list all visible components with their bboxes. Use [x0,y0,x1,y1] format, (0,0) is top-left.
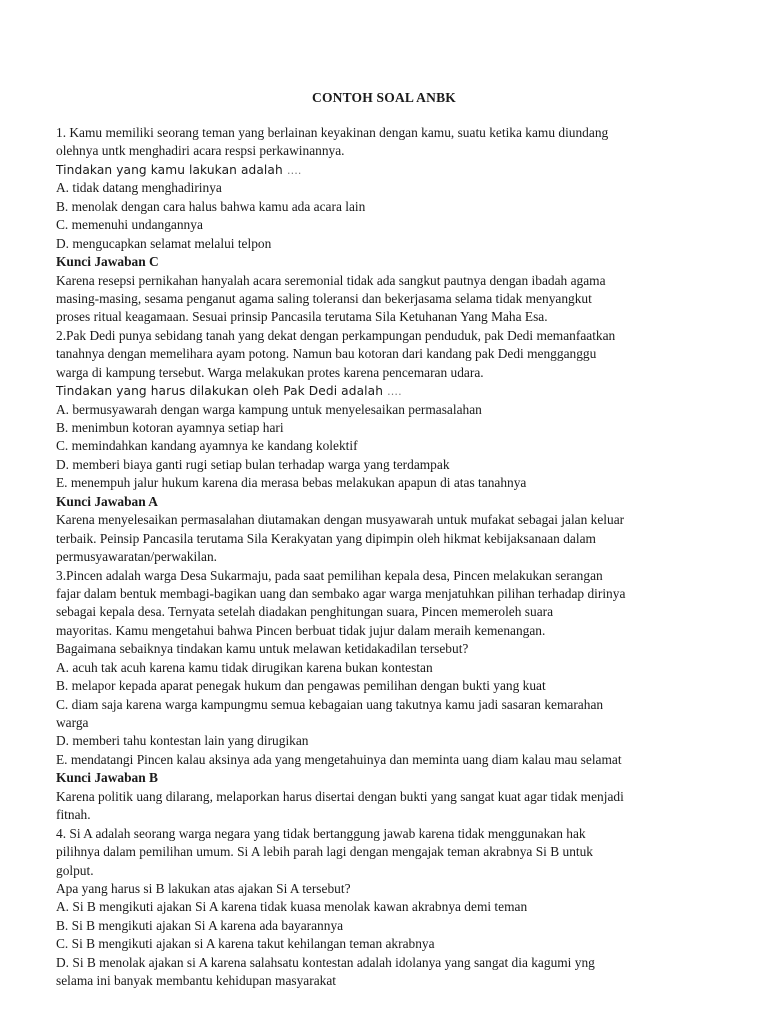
text-line [56,401,716,419]
text-line [56,935,716,953]
line-text: sebagai kepala desa. Ternyata setelah diadakan penghitungan suara, Pincen memeroleh suara [56,604,554,620]
text-line [56,511,716,529]
text-line [56,456,716,474]
text-line [56,862,716,880]
answer-key-line [56,253,716,271]
text-line [56,437,716,455]
text-line [56,585,716,603]
line-text: permusyawaratan/perwakilan. [56,549,217,565]
text-line [56,567,716,585]
line-text: masing-masing, sesama penganut agama saling toleransi dan bekerjasama selama tidak menyangkut [56,290,592,306]
text-line [56,216,716,234]
text-line [56,161,716,179]
answer-key-line [56,493,716,511]
line-text: A. acuh tak acuh karena kamu tidak dirugikan karena bukan kontestan [56,659,433,675]
line-text: selama ini banyak membantu kehidupan masyarakat [56,973,336,989]
line-text: C. diam saja karena warga kampungmu semua kebagaian uang takutnya kamu jadi sasaran kemarahan [56,696,604,712]
text-line [56,954,716,972]
line-text: Karena menyelesaikan permasalahan diutamakan dengan musyawarah untuk mufakat sebagai jalan keluar [56,512,625,528]
line-text: D. memberi tahu kontestan lain yang dirugikan [56,733,309,749]
text-line [56,142,716,160]
text-line [56,659,716,677]
line-text: B. menimbun kotoran ayamnya setiap hari [56,420,284,435]
text-line [56,419,716,437]
line-text: 1. Kamu memiliki seorang teman yang berlainan keyakinan dengan kamu, suatu ketika kamu diundang [56,125,609,140]
answer-key-line [56,769,716,787]
line-text: E. menempuh jalur hukum karena dia merasa bebas melakukan apapun di atas tanahnya [56,475,527,491]
line-text: Kunci Jawaban C [56,254,159,270]
line-text: 2.Pak Dedi punya sebidang tanah yang dekat dengan perkampungan penduduk, pak Dedi memanfaatkan [56,327,616,343]
line-text: D. Si B menolak ajakan si A karena salahsatu kontestan adalah idolanya yang sangat dia kagumi yng [56,954,595,970]
text-line [56,751,716,769]
line-text: terbaik. Peinsip Pancasila terutama Sila Kerakyatan yang dipimpin oleh hikmat kebijaksanaan dalam [56,530,596,546]
line-text: A. bermusyawarah dengan warga kampung untuk menyelesaikan permasalahan [56,401,482,417]
line-text: 4. Si A adalah seorang warga negara yang tidak bertanggung jawab karena tidak menggunakan hak [56,825,586,841]
text-line [56,179,716,197]
text-line [56,806,716,824]
text-line [56,345,716,363]
text-line [56,272,716,290]
line-text: pilihnya dalam pemilihan umum. Si A lebih parah lagi dengan mengajak teman akrabnya Si B untuk [56,844,593,860]
text-line [56,474,716,492]
text-line [56,696,716,714]
line-text: A. Si B mengikuti ajakan Si A karena tidak kuasa menolak kawan akrabnya demi teman [56,899,528,915]
line-text: fitnah. [56,807,91,823]
text-line [56,880,716,898]
line-text: mayoritas. Kamu mengetahui bahwa Pincen berbuat tidak jujur dalam meraih kemenangan. [56,622,546,638]
line-text: Karena resepsi pernikahan hanyalah acara seremonial tidak ada sangkut pautnya dengan ibadah agama [56,272,606,288]
line-text: C. Si B mengikuti ajakan si A karena takut kehilangan teman akrabnya [56,936,435,952]
ellipsis-mark: …. [286,163,302,177]
line-text: Apa yang harus si B lakukan atas ajakan Si A tersebut? [56,880,351,896]
document-body [56,124,716,991]
text-line [56,124,716,142]
line-text: B. menolak dengan cara halus bahwa kamu ada acara lain [56,198,366,214]
text-line [56,308,716,326]
line-text: tanahnya dengan memelihara ayam potong. Namun bau kotoran dari kandang pak Dedi mengganggu [56,346,597,362]
text-line [56,327,716,345]
ellipsis-mark: …. [387,385,402,399]
line-text: fajar dalam bentuk membagi-bagikan uang dan sembako agar warga menjatuhkan pilihan terhadap dirinya [56,585,626,601]
text-line [56,972,716,990]
line-text: C. memenuhi undangannya [56,217,203,233]
line-text: golput. [56,862,94,878]
text-line [56,290,716,308]
text-line [56,917,716,935]
line-text: Karena politik uang dilarang, melaporkan harus disertai dengan bukti yang sangat kuat agar tidak menjadi [56,788,624,804]
text-line [56,714,716,732]
text-line [56,364,716,382]
text-line [56,677,716,695]
line-text: 3.Pincen adalah warga Desa Sukarmaju, pada saat pemilihan kepala desa, Pincen melakukan serangan [56,567,603,583]
text-line [56,898,716,916]
line-text: Kunci Jawaban B [56,770,158,786]
line-text: proses ritual keagamaan. Sesuai prinsip Pancasila terutama Sila Ketuhanan Yang Maha Esa. [56,309,548,325]
text-line [56,548,716,566]
line-text: D. memberi biaya ganti rugi setiap bulan terhadap warga yang terdampak [56,456,450,472]
line-text: Tindakan yang harus dilakukan oleh Pak Dedi adalah [56,384,384,399]
line-text: Tindakan yang kamu lakukan adalah [56,162,283,177]
text-line [56,530,716,548]
line-text: B. melapor kepada aparat penegak hukum dan pengawas pemilihan dengan bukti yang kuat [56,678,546,694]
line-text: E. mendatangi Pincen kalau aksinya ada yang mengetahuinya dan meminta uang diam kalau mau selamat [56,751,622,767]
line-text: D. mengucapkan selamat melalui telpon [56,235,272,251]
line-text: A. tidak datang menghadirinya [56,180,222,196]
text-line [56,732,716,750]
text-line [56,235,716,253]
text-line [56,622,716,640]
line-text: C. memindahkan kandang ayamnya ke kandang kolektif [56,438,358,454]
line-text: Kunci Jawaban A [56,493,158,509]
text-line [56,603,716,621]
line-text: Bagaimana sebaiknya tindakan kamu untuk melawan ketidakadilan tersebut? [56,641,469,657]
text-line [56,825,716,843]
document-title: CONTOH SOAL ANBK [312,90,456,105]
text-line [56,382,716,400]
line-text: warga [56,715,89,730]
line-text: B. Si B mengikuti ajakan Si A karena ada bayarannya [56,917,344,933]
text-line [56,843,716,861]
text-line [56,788,716,806]
line-text: olehnya untk menghadiri acara respsi perkawinannya. [56,143,345,159]
text-line [56,640,716,658]
line-text: warga di kampung tersebut. Warga melakukan protes karena pencemaran udara. [56,364,484,380]
text-line [56,198,716,216]
